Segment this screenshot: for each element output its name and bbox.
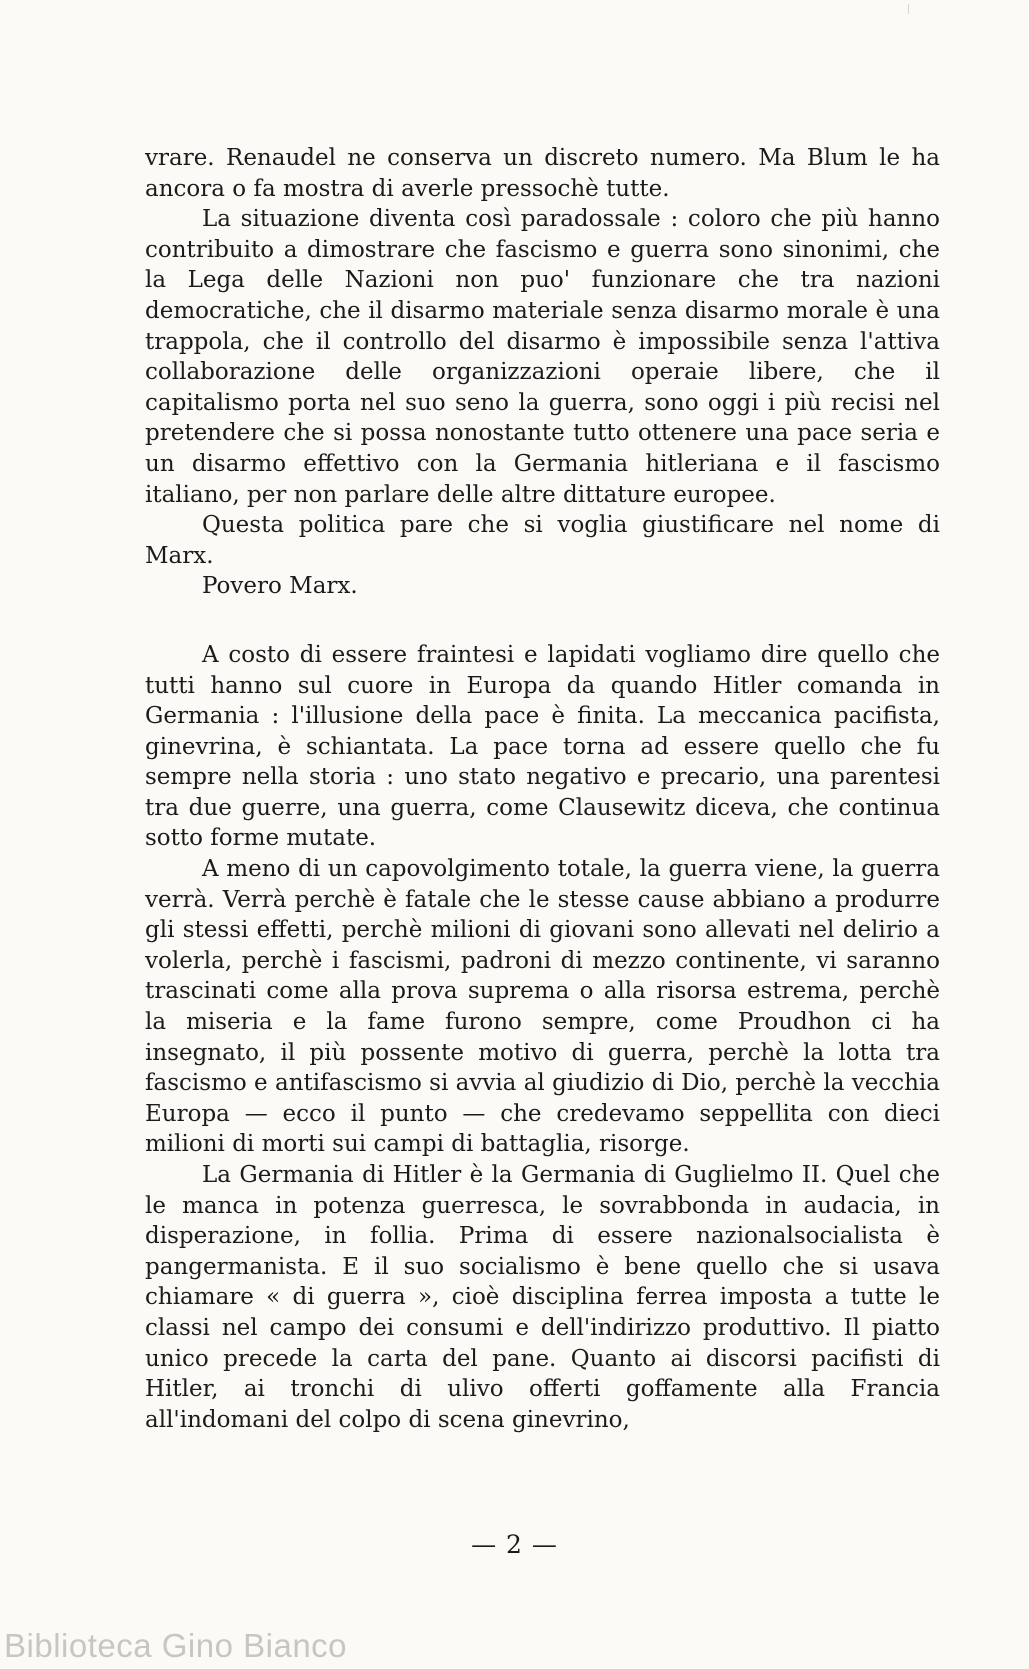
section-break (145, 602, 940, 640)
paragraph-povero-marx: Povero Marx. (202, 573, 358, 600)
paragraph-situazione: La situazione diventa così paradossale : coloro che più hanno contribuito a dimostrare che fascismo e guerra sono sinonimi, che la Lega delle Nazioni non puo' funzionare che tra nazioni democratiche, che il disarmo materiale senza disarmo morale è una trappola, che il controllo del disarmo è impossibile senza l'attiva collaborazione delle organizzazioni operaie libere, che il capitalismo porta nel suo seno la guerra, sono oggi i più recisi nel pretendere che si possa nonostante tutto ottenere una pace seria e un disarmo effettivo con la Germania hitleriana e il fascismo italiano, per non parlare delle altre dittature europee. (145, 206, 940, 508)
paragraph-costo: A costo di essere fraintesi e lapidati vogliamo dire quello che tutti hanno sul cuore in Europa da quando Hitler comanda in Germania : l'illusione della pace è finita. La meccanica pacifista, ginevrina, è schiantata. La pace torna ad essere quello che fu sempre nella storia : uno stato negativo e precario, una parentesi tra due guerre, una guerra, come Clausewitz diceva, che continua sotto forme mutate. (145, 641, 940, 852)
paragraph-politica: Questa politica pare che si voglia giustificare nel nome di Marx. (145, 512, 940, 569)
page-number: — 2 — (471, 1530, 558, 1559)
paragraph-meno: A meno di un capovolgimento totale, la guerra viene, la guerra verrà. Verrà perchè è fatale che le stesse cause abbiano a produrre gli stessi effetti, perchè milioni di giovani sono allevati nel delirio a volerla, perchè i fascismi, padroni di mezzo continente, vi saranno trascinati come alla prova suprema o alla risorsa estrema, perchè la miseria e la fame furono sempre, come Proudhon ci ha insegnato, il più possente motivo di guerra, perchè la lotta tra fascismo e antifascismo si avvia al giudizio di Dio, perchè la vecchia Europa — ecco il punto — che credevamo seppellita con dieci milioni di morti sui campi di battaglia, risorge. (145, 856, 940, 1158)
paragraph-continuation: vrare. Renaudel ne conserva un discreto numero. Ma Blum le ha ancora o fa mostra di averle pressochè tutte. (145, 145, 940, 202)
library-watermark: Biblioteca Gino Bianco (4, 1627, 348, 1664)
page-corner-mark (908, 4, 909, 14)
body-text (145, 143, 940, 1435)
paragraph-germania: La Germania di Hitler è la Germania di Guglielmo II. Quel che le manca in potenza guerresca, le sovrabbonda in audacia, in disperazione, in follia. Prima di essere nazionalsocialista è pangermanista. E il suo socialismo è bene quello che si usava chiamare « di guerra », cioè disciplina ferrea imposta a tutte le classi nel campo dei consumi e dell'indirizzo produttivo. Il piatto unico precede la carta del pane. Quanto ai discorsi pacifisti di Hitler, ai tronchi di ulivo offerti goffamente alla Francia all'indomani del colpo di scena ginevrino, (145, 1162, 940, 1433)
